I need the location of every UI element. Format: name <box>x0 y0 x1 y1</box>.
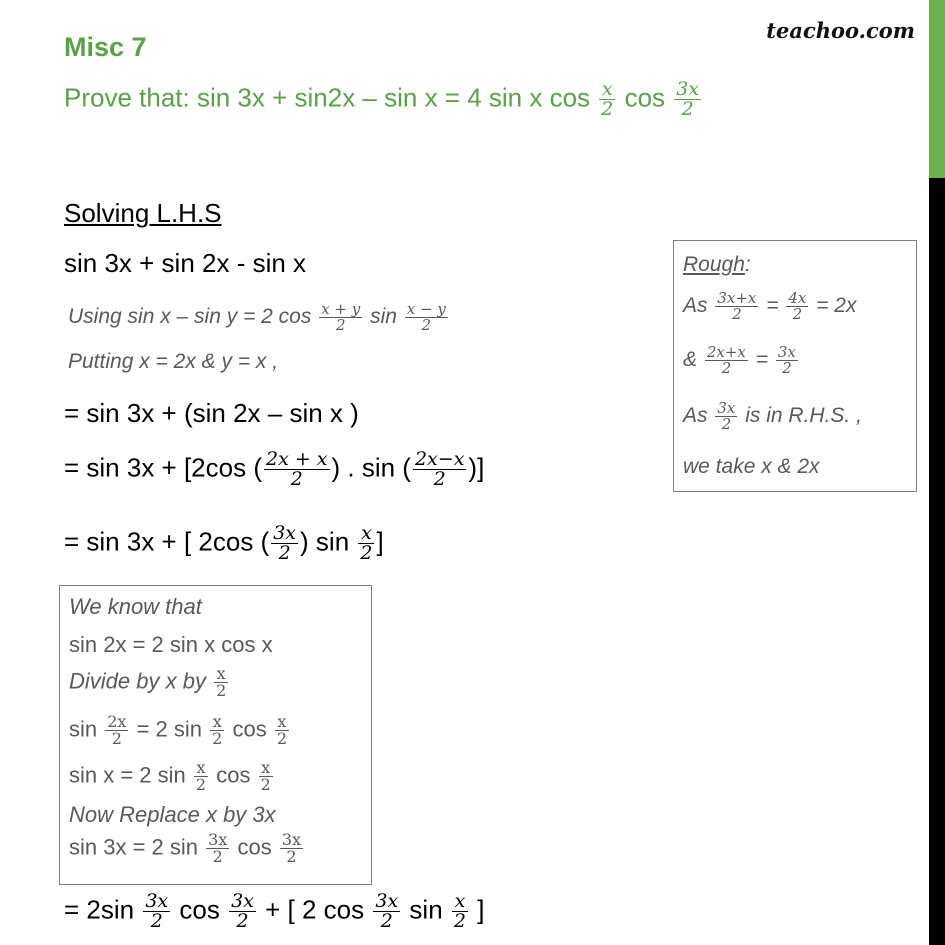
lhs-expression: sin 3x + sin 2x - sin x <box>64 248 307 278</box>
know-line-3: Divide by x by $\frac{x}{2}$ <box>69 664 227 700</box>
know-line-1: We know that <box>69 594 202 619</box>
hint-putting: Putting x = 2x & y = x , <box>68 350 279 373</box>
prove-frac-x: $\frac{x}{2}$ <box>601 78 614 120</box>
hint-frac-1: $\frac{x + y}{2}$ <box>321 300 361 334</box>
step-4-part-c: + [ 2 cos <box>265 894 365 925</box>
hint-sin: sin <box>370 305 397 329</box>
know-frac-x-cos-2: $\frac{x}{2}$ <box>260 758 271 794</box>
misc-title: Misc 7 <box>64 32 147 62</box>
know-frac-x-cos: $\frac{x}{2}$ <box>276 712 288 748</box>
hint-frac-2: $\frac{x - y}{2}$ <box>406 300 446 334</box>
rough-line-3: As $\frac{3x}{2}$ is in R.H.S. , <box>683 399 862 433</box>
rough-frac-4x: $\frac{4x}{2}$ <box>788 289 807 323</box>
step-4-part-a: = 2sin <box>64 894 135 925</box>
know-line-2: sin 2x = 2 sin x cos x <box>69 632 273 657</box>
step-2-part-a: = sin 3x + [2cos ( <box>64 452 262 483</box>
step-4-frac-4: $\frac{x}{2}$ <box>453 890 466 932</box>
know-frac-3x-sin: $\frac{3x}{2}$ <box>208 830 228 866</box>
step-2-frac-2: $\frac{2x-x}{2}$ <box>414 448 465 490</box>
rough-line-1: As $\frac{3x+x}{2}$ = $\frac{4x}{2}$ = 2x <box>683 289 857 323</box>
step-2-part-b: ) . sin ( <box>331 452 411 483</box>
step-3 <box>64 524 384 563</box>
rough-frac-3x-plus-x: $\frac{3x+x}{2}$ <box>717 289 757 323</box>
know-frac-x: $\frac{x}{2}$ <box>216 664 227 700</box>
step-4-frac-2: $\frac{3x}{2}$ <box>231 890 254 932</box>
step-4-part-d: sin <box>409 894 443 925</box>
step-4-part-b: cos <box>179 894 220 925</box>
hint-using <box>68 302 450 333</box>
know-line-4: sin $\frac{2x}{2}$ = 2 sin $\frac{x}{2}$ cos $\frac{x}{2}$ <box>69 712 288 748</box>
step-2 <box>64 450 484 489</box>
step-2-part-c: )] <box>468 452 485 483</box>
prove-frac-3x: $\frac{3x}{2}$ <box>676 78 700 120</box>
know-line-7: sin 3x = 2 sin $\frac{3x}{2}$ cos $\frac{3x}{2}$ <box>69 830 302 866</box>
step-4 <box>64 892 484 931</box>
rough-line-2: & $\frac{2x+x}{2}$ = $\frac{3x}{2}$ <box>683 343 796 377</box>
know-frac-3x-cos: $\frac{3x}{2}$ <box>281 830 302 866</box>
step-3-part-a: = sin 3x + [ 2cos ( <box>64 526 270 557</box>
step-1: = sin 3x + (sin 2x – sin x ) <box>64 398 359 428</box>
step-3-part-b: ) sin <box>300 526 350 557</box>
rough-frac-rhs: $\frac{3x}{2}$ <box>717 399 736 433</box>
teachoo-logo: teachoo.com <box>766 18 915 43</box>
prove-cos: cos <box>624 82 666 113</box>
know-line-5: sin x = 2 sin $\frac{x}{2}$ cos $\frac{x}{2}$ <box>69 758 271 794</box>
rough-title: Rough: <box>683 253 751 276</box>
prove-prefix: Prove that: sin 3x + sin2x – sin x = 4 sin x cos <box>64 82 591 113</box>
step-3-part-c: ] <box>376 526 384 557</box>
step-4-frac-3: $\frac{3x}{2}$ <box>375 890 399 932</box>
step-3-frac-2: $\frac{x}{2}$ <box>360 522 373 564</box>
rough-box <box>673 240 917 492</box>
hint-using-text: Using sin x – sin y = 2 cos <box>68 305 312 329</box>
solving-heading: Solving L.H.S <box>64 198 222 228</box>
know-frac-x-sin-2: $\frac{x}{2}$ <box>195 758 207 794</box>
know-frac-x-sin: $\frac{x}{2}$ <box>212 712 223 748</box>
step-4-part-e: ] <box>477 894 485 925</box>
know-frac-2x: $\frac{2x}{2}$ <box>107 712 127 748</box>
step-3-frac-1: $\frac{3x}{2}$ <box>273 522 297 564</box>
prove-statement <box>64 80 703 119</box>
rough-line-4: we take x & 2x <box>683 455 820 478</box>
we-know-box <box>59 585 372 885</box>
know-line-6: Now Replace x by 3x <box>69 802 276 827</box>
rough-frac-2x-plus-x: $\frac{2x+x}{2}$ <box>706 343 746 377</box>
rough-frac-3x: $\frac{3x}{2}$ <box>777 343 796 377</box>
step-4-frac-1: $\frac{3x}{2}$ <box>145 890 169 932</box>
scrollbar-thumb[interactable] <box>929 0 945 178</box>
step-2-frac-1: $\frac{2x + x}{2}$ <box>265 448 328 490</box>
